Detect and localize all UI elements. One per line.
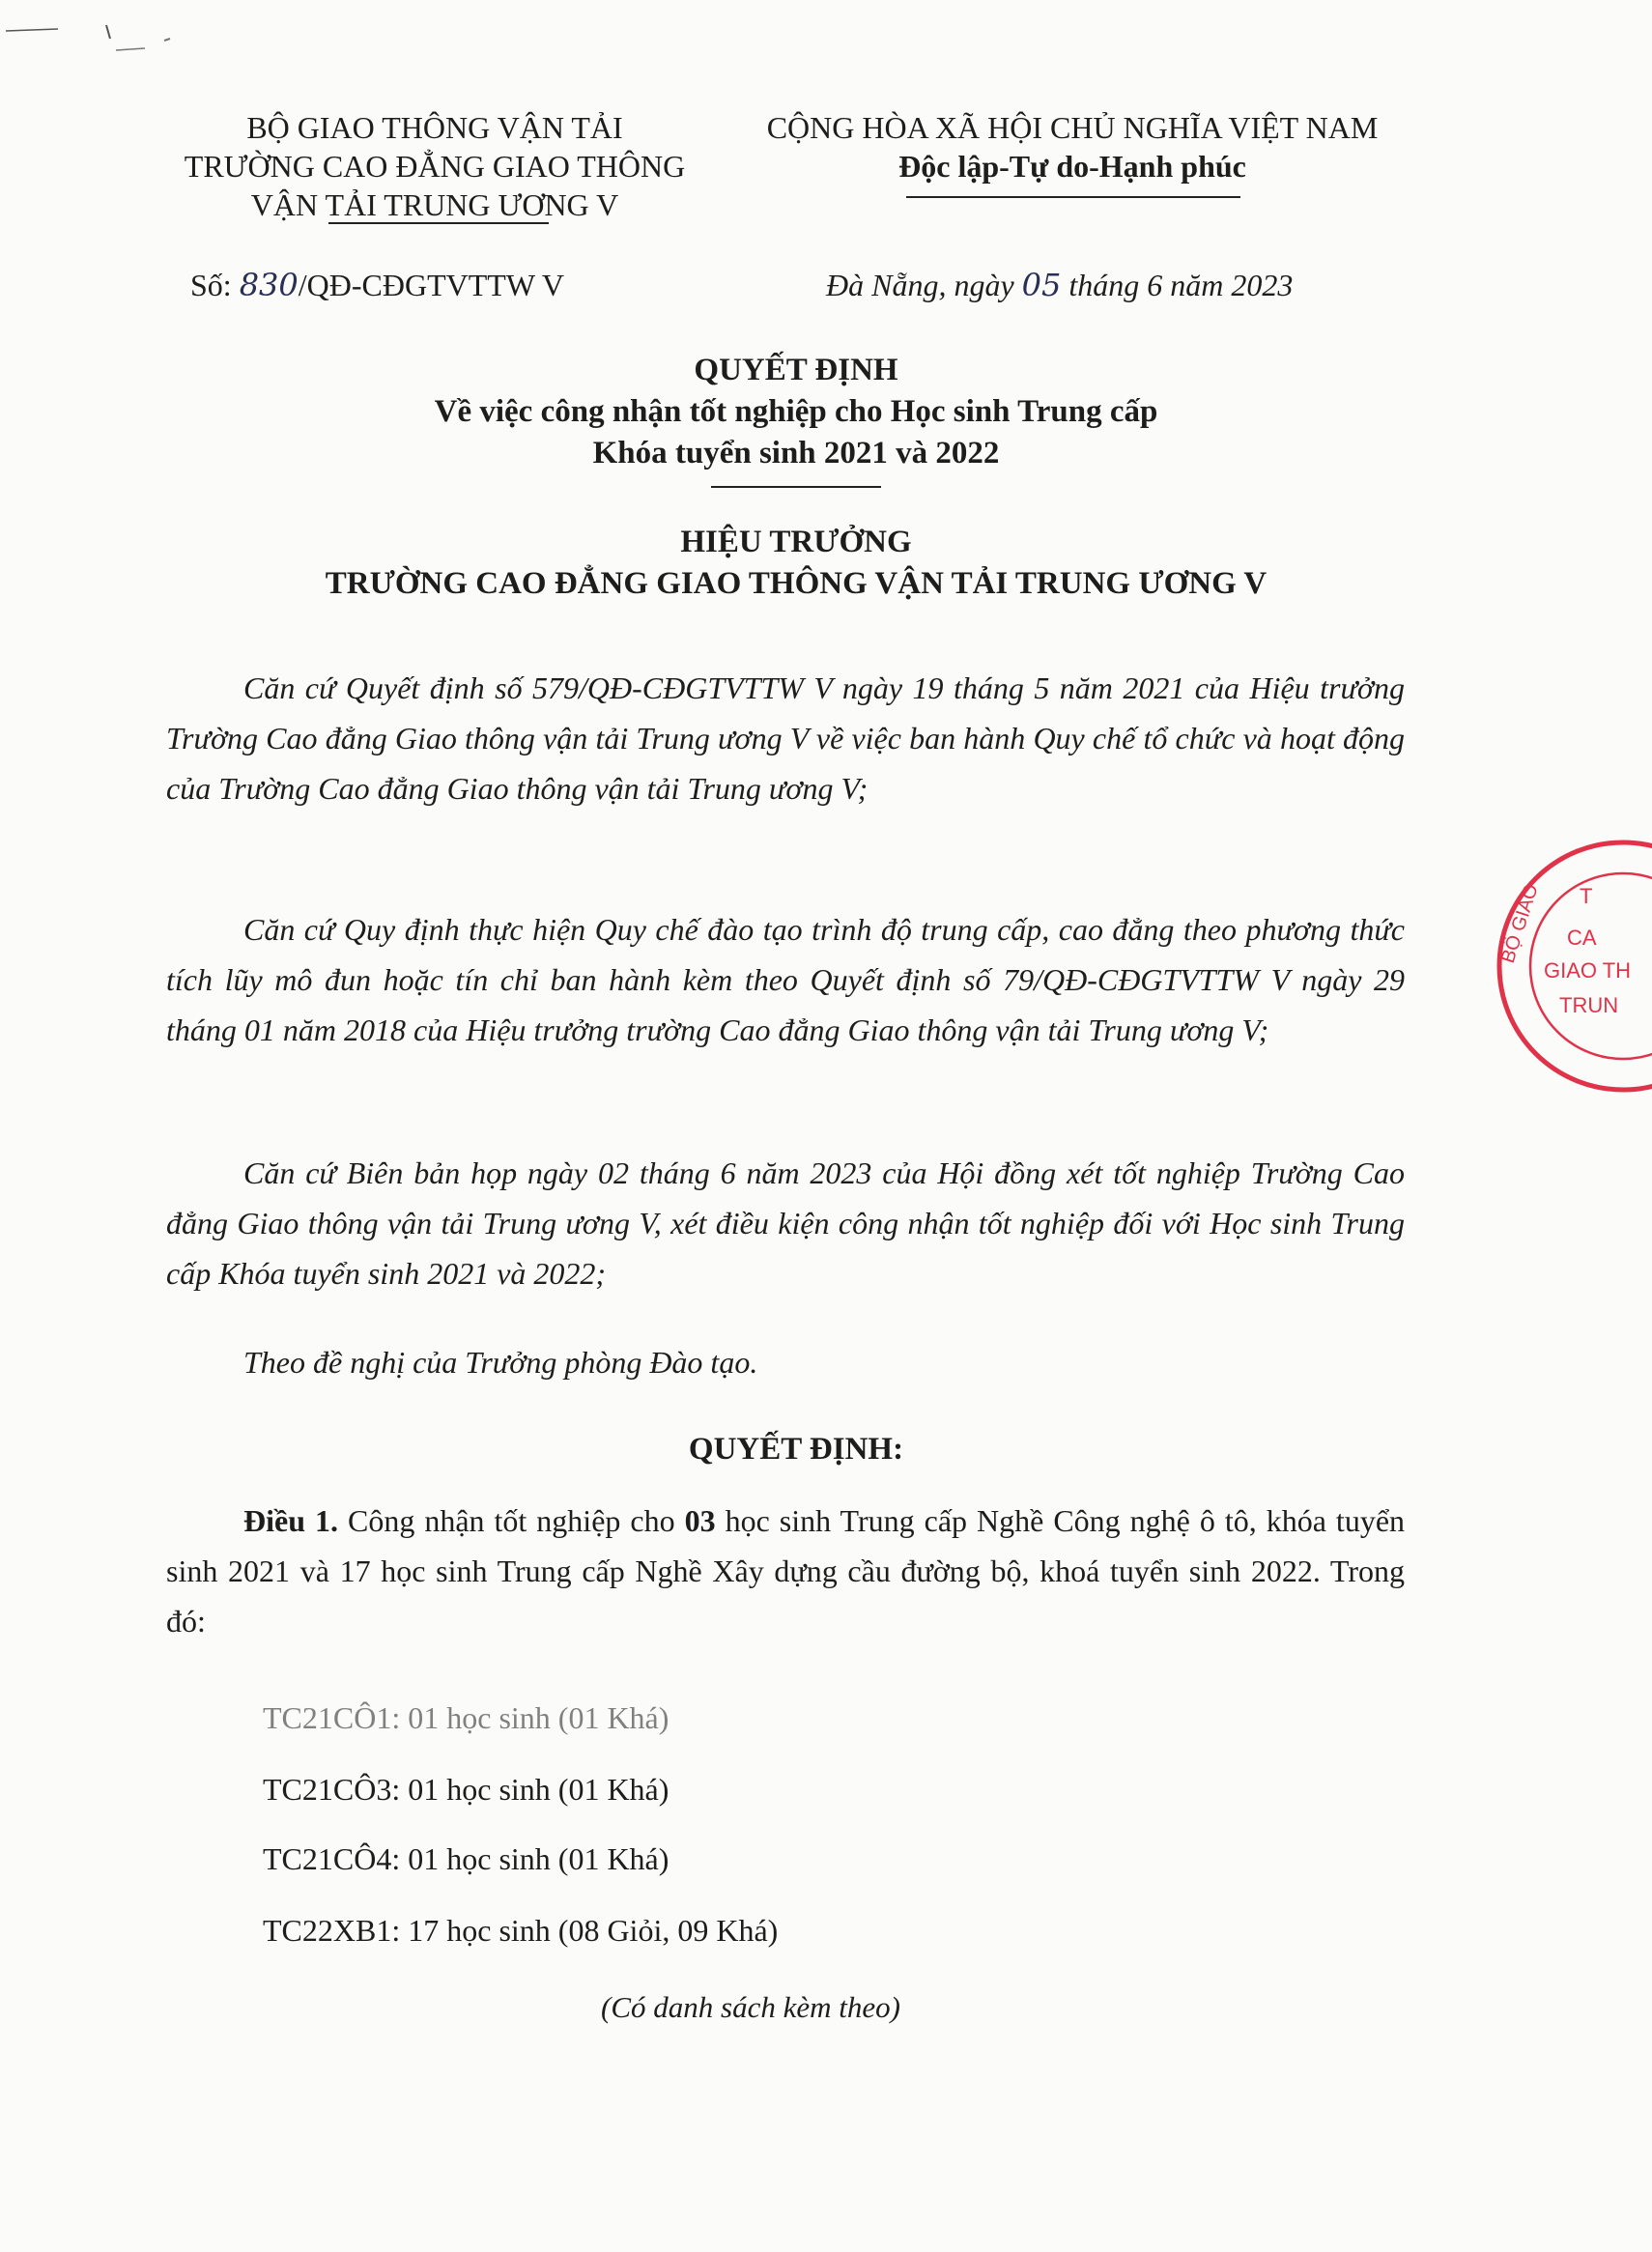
official-seal <box>1478 821 1652 1111</box>
seal-text-line: T <box>1580 884 1593 908</box>
article-1-count: 03 <box>684 1503 716 1538</box>
issuing-agency <box>135 108 734 224</box>
seal-text-line: CA <box>1567 926 1597 950</box>
class-item: TC22XB1: 17 học sinh (08 Giỏi, 09 Khá) <box>263 1913 779 1948</box>
class-item: TC21CÔ4: 01 học sinh (01 Khá) <box>263 1841 669 1876</box>
seal-text-line: GIAO TH <box>1544 958 1632 983</box>
document-title <box>193 350 1399 474</box>
issuing-authority <box>193 522 1399 605</box>
seal-text-line: TRUN <box>1559 993 1619 1017</box>
title-subject-line1: Về việc công nhận tốt nghiệp cho Học sinh Trung cấp <box>434 394 1158 429</box>
school-name-line2: VẬN TẢI TRUNG ƯƠNG V <box>250 187 619 222</box>
handwritten-day: 05 <box>1021 267 1062 303</box>
basis-paragraph-3: Căn cứ Biên bản họp ngày 02 tháng 6 năm 2023 của Hội đồng xét tốt nghiệp Trường Cao đẳng Giao thông vận tải Trung ương V, xét điều kiện công nhận tốt nghiệp đối với Học sinh Trung cấp Khóa tuyển sinh 2021 và 2022; <box>166 1155 1405 1291</box>
decision-heading: QUYẾT ĐỊNH: <box>688 1432 904 1467</box>
motto: Độc lập-Tự do-Hạnh phúc <box>898 149 1246 184</box>
title-underline <box>711 486 881 488</box>
basis-paragraph-1: Căn cứ Quyết định số 579/QĐ-CĐGTVTTW V ngày 19 tháng 5 năm 2021 của Hiệu trưởng Trường Cao đẳng Giao thông vận tải Trung ương V về việc ban hành Quy chế tổ chức và hoạt động của Trường Cao đẳng Giao thông vận tải Trung ương V; <box>166 670 1405 806</box>
scan-artifacts <box>0 0 213 68</box>
basis-paragraph-2: Căn cứ Quy định thực hiện Quy chế đào tạo trình độ trung cấp, cao đẳng theo phương thức tích lũy mô đun hoặc tín chỉ ban hành kèm theo Quyết định số 79/QĐ-CĐGTVTTW V ngày 29 tháng 01 năm 2018 của Hiệu trưởng trường Cao đẳng Giao thông vận tải Trung ương V; <box>166 912 1405 1047</box>
school-name-line1: TRƯỜNG CAO ĐẲNG GIAO THÔNG <box>184 149 686 184</box>
article-1: Điều 1. Công nhận tốt nghiệp cho 03 học sinh Trung cấp Nghề Công nghệ ô tô, khóa tuyển sinh 2021 và 17 học sinh Trung cấp Nghề Xây dựng cầu đường bộ, khoá tuyển sinh 2022. Trong đó: <box>166 1503 1406 1639</box>
issue-date: Đà Nẵng, ngày 05 tháng 6 năm 2023 <box>826 267 1294 303</box>
motto-underline <box>906 196 1240 198</box>
authority-school: TRƯỜNG CAO ĐẲNG GIAO THÔNG VẬN TẢI TRUNG ƯƠNG V <box>325 566 1267 601</box>
attachment-note: (Có danh sách kèm theo) <box>601 1990 900 2024</box>
class-item: TC21CÔ1: 01 học sinh (01 Khá) <box>263 1700 669 1735</box>
class-item: TC21CÔ3: 01 học sinh (01 Khá) <box>263 1772 669 1807</box>
handwritten-number: 830 <box>239 267 299 303</box>
national-title <box>734 108 1410 185</box>
title-subject-line2: Khóa tuyển sinh 2021 và 2022 <box>592 436 1000 470</box>
country-name: CỘNG HÒA XÃ HỘI CHỦ NGHĨA VIỆT NAM <box>766 110 1379 145</box>
basis-paragraph-4: Theo đề nghị của Trưởng phòng Đào tạo. <box>243 1345 758 1380</box>
agency-underline <box>328 222 549 224</box>
document-number: Số: 830/QĐ-CĐGTVTTW V <box>190 267 564 303</box>
title-main: QUYẾT ĐỊNH <box>694 353 898 387</box>
article-1-label: Điều 1. <box>243 1503 338 1538</box>
seal-ring-text: BỘ GIAO <box>1496 881 1543 966</box>
ministry-name: BỘ GIAO THÔNG VẬN TẢI <box>246 110 623 145</box>
authority-title: HIỆU TRƯỞNG <box>680 525 912 559</box>
